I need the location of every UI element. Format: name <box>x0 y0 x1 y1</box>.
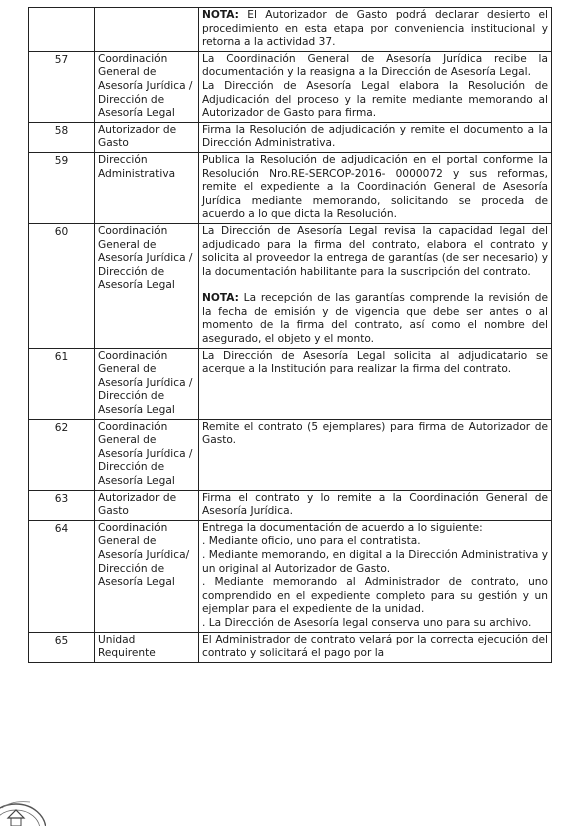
paragraph-text: Entrega la documentación de acuerdo a lo siguiente: <box>202 521 483 534</box>
paragraph-text: Firma la Resolución de adjudicación y remite el documento a la Dirección Administrativa. <box>202 123 548 150</box>
description-paragraph <box>202 80 548 121</box>
responsible-unit: Autorizador de Gasto <box>95 122 199 152</box>
responsible-unit: Dirección Administrativa <box>95 152 199 223</box>
seal-stamp <box>0 796 46 826</box>
activity-description <box>199 419 552 490</box>
activity-description <box>199 8 552 52</box>
description-paragraph <box>202 535 548 549</box>
paragraph-text: La Coordinación General de Asesoría Jurídica recibe la documentación y la reasigna a la Dirección de Asesoría Legal. <box>202 52 548 79</box>
note-label: NOTA: <box>202 9 239 21</box>
activity-description <box>199 632 552 662</box>
paragraph-text: El Administrador de contrato velará por la correcta ejecución del contrato y solicitará el pago por la <box>202 633 548 660</box>
table-row <box>29 51 552 122</box>
activity-number: 58 <box>29 122 95 152</box>
activity-description <box>199 152 552 223</box>
procedure-table-body <box>29 8 552 663</box>
paragraph-text: La Dirección de Asesoría Legal elabora la Resolución de Adjudicación del proceso y la remite mediante memorando al Autorizador de Gasto para firma. <box>202 79 548 120</box>
paragraph-text: El Autorizador de Gasto podrá declarar desierto el procedimiento en esta etapa por conveniencia institucional y retorna a la actividad 37. <box>202 9 548 49</box>
table-row <box>29 223 552 348</box>
activity-description <box>199 348 552 419</box>
activity-description <box>199 520 552 632</box>
table-row <box>29 152 552 223</box>
description-paragraph <box>202 576 548 617</box>
responsible-unit: Coordinación General de Asesoría Jurídica/ Dirección de Asesoría Legal <box>95 520 199 632</box>
description-paragraph <box>202 124 548 151</box>
table-row <box>29 8 552 52</box>
responsible-unit: Coordinación General de Asesoría Jurídica / Dirección de Asesoría Legal <box>95 419 199 490</box>
activity-number: 60 <box>29 223 95 348</box>
table-row <box>29 632 552 662</box>
paragraph-text: Firma el contrato y lo remite a la Coordinación General de Asesoría Jurídica. <box>202 491 548 518</box>
table-row <box>29 520 552 632</box>
description-paragraph <box>202 634 548 661</box>
activity-description <box>199 122 552 152</box>
description-paragraph <box>202 53 548 80</box>
activity-number: 57 <box>29 51 95 122</box>
paragraph-text: . Mediante memorando al Administrador de contrato, uno comprendido en el expediente completo para su gestión y un ejemplar para el expediente de la unidad. <box>202 576 548 616</box>
table-row <box>29 419 552 490</box>
table-row <box>29 490 552 520</box>
responsible-unit: Unidad Requirente <box>95 632 199 662</box>
description-paragraph <box>202 292 548 346</box>
paragraph-text: . Mediante oficio, uno para el contratista. <box>202 535 421 548</box>
description-paragraph <box>202 549 548 576</box>
paragraph-text: Remite el contrato (5 ejemplares) para firma de Autorizador de Gasto. <box>202 420 548 447</box>
note-label: NOTA: <box>202 292 239 305</box>
responsible-unit <box>95 8 199 52</box>
paragraph-text: La recepción de las garantías comprende la revisión de la fecha de emisión y de vigencia que debe ser antes o al momento de la firma del contrato, así como el nombre del asegurado, el objeto y el monto. <box>202 292 548 346</box>
table-row <box>29 122 552 152</box>
activity-description <box>199 51 552 122</box>
description-paragraph <box>202 154 548 222</box>
procedure-table <box>28 7 552 663</box>
activity-number: 61 <box>29 348 95 419</box>
responsible-unit: Coordinación General de Asesoría Jurídica / Dirección de Asesoría Legal <box>95 223 199 348</box>
paragraph-text: La Dirección de Asesoría Legal revisa la capacidad legal del adjudicado para la firma del contrato, elabora el contrato y solicita al proveedor la entrega de garantías (de ser necesario) y la documentación habilitante para la suscripción del contrato. <box>202 224 548 278</box>
paragraph-text: Publica la Resolución de adjudicación en el portal conforme la Resolución Nro.RE-SERCOP-2016- 0000072 y sus reformas, remite el expediente a la Coordinación General de Asesoría Jurídica mediante memorando, solicitando se proceda de acuerdo a lo que dicta la Resolución. <box>202 153 548 221</box>
activity-number: 64 <box>29 520 95 632</box>
description-paragraph <box>202 617 548 631</box>
description-paragraph <box>202 225 548 279</box>
responsible-unit: Coordinación General de Asesoría Jurídica / Dirección de Asesoría Legal <box>95 348 199 419</box>
description-paragraph <box>202 522 548 536</box>
paragraph-text: . Mediante memorando, en digital a la Dirección Administrativa y un original al Autorizador de Gasto. <box>202 548 548 575</box>
description-paragraph <box>202 350 548 377</box>
paragraph-text: La Dirección de Asesoría Legal solicita al adjudicatario se acerque a la Institución para realizar la firma del contrato. <box>202 349 548 376</box>
activity-description <box>199 223 552 348</box>
description-paragraph <box>202 492 548 519</box>
activity-number: 65 <box>29 632 95 662</box>
description-paragraph <box>202 9 548 50</box>
paragraph-text: . La Dirección de Asesoría legal conserva uno para su archivo. <box>202 616 532 629</box>
responsible-unit: Autorizador de Gasto <box>95 490 199 520</box>
activity-number: 59 <box>29 152 95 223</box>
table-row <box>29 348 552 419</box>
activity-number: 62 <box>29 419 95 490</box>
activity-number: 63 <box>29 490 95 520</box>
responsible-unit: Coordinación General de Asesoría Jurídica / Dirección de Asesoría Legal <box>95 51 199 122</box>
activity-description <box>199 490 552 520</box>
description-paragraph <box>202 421 548 448</box>
activity-number <box>29 8 95 52</box>
